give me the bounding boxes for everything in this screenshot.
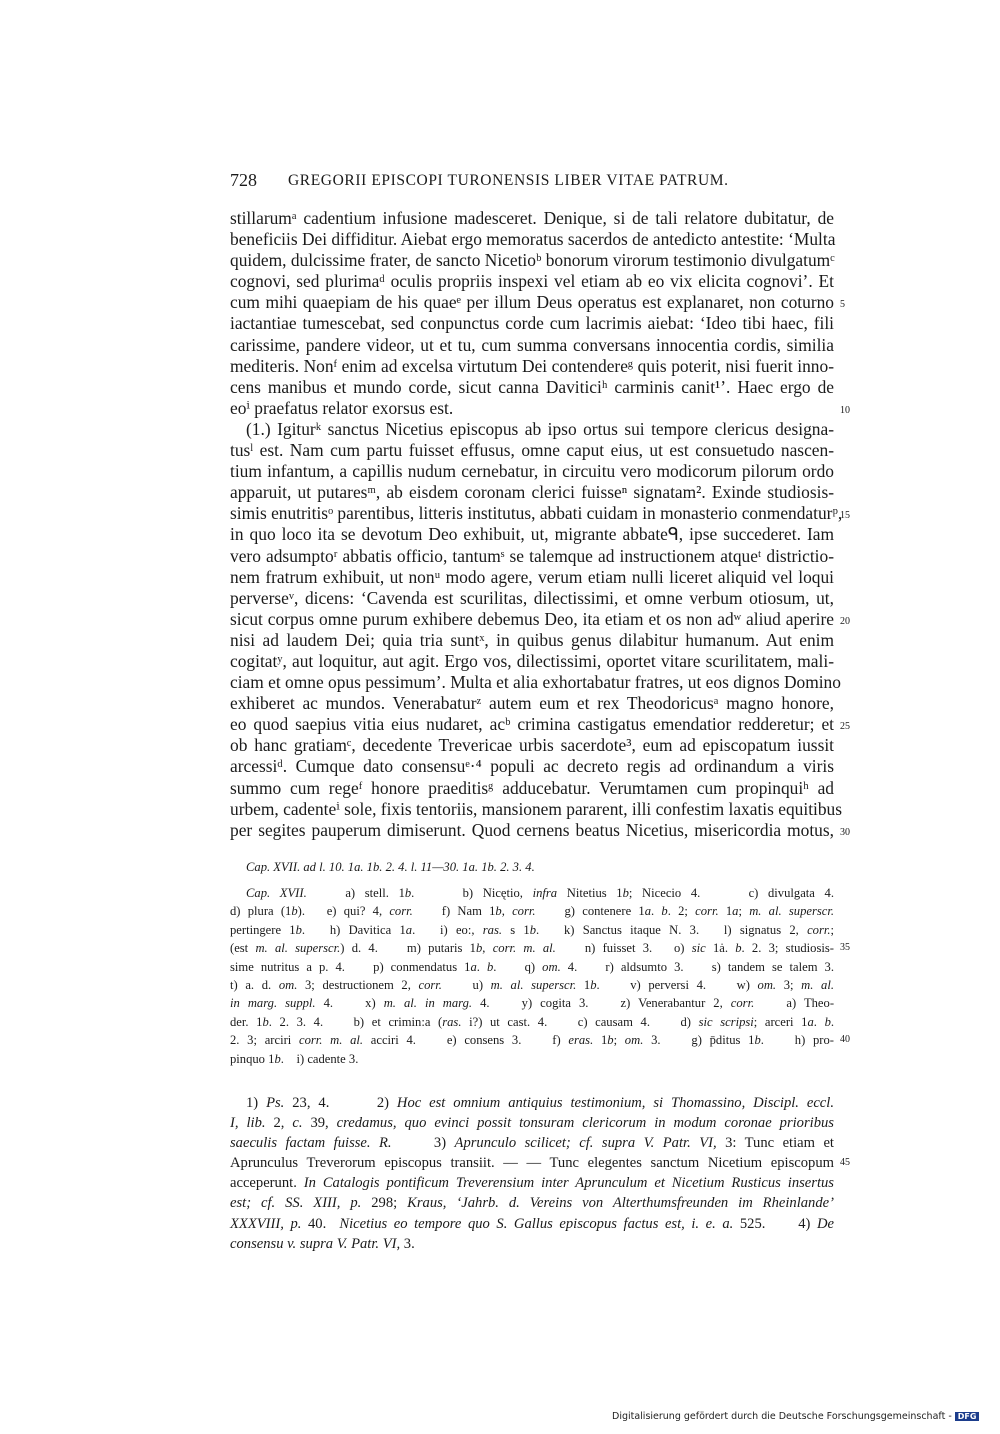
- variant-line: [230, 994, 834, 1012]
- line-number: 35: [840, 942, 850, 954]
- digitization-footer: [612, 1411, 979, 1422]
- text-line-text: tium infantum, a capillis nudum cernebatur, in circuitu vero modicorum pilorum ordo: [230, 461, 834, 482]
- text-line: [230, 546, 834, 567]
- text-line: [230, 377, 834, 398]
- dfg-logo: DFG: [955, 1412, 980, 1421]
- variant-line: [230, 958, 834, 976]
- running-title: GREGORII EPISCOPI TURONENSIS LIBER VITAE PATRUM.: [288, 172, 729, 189]
- variant-line-text: 2. 3; arciri corr. m. al. acciri 4. e) consens 3. f) eras. 1b; om. 3. g) p̄ditus 1b. h) pro-: [230, 1033, 834, 1048]
- text-line: [230, 735, 834, 756]
- footnote-line: [230, 1234, 834, 1254]
- text-line-text: tusˡ est. Nam cum partu fuisset effusus, omne caput eius, ut est consuetudo nascen-: [230, 440, 834, 461]
- text-line: [230, 608, 850, 630]
- text-line: [230, 292, 845, 313]
- text-line-text: cens manibus et mundo corde, sicut canna Daviticiʰ carminis canit¹’. Haec ergo de: [230, 376, 834, 397]
- line-number: 40: [840, 1034, 850, 1046]
- line-number: 5: [840, 299, 845, 311]
- footnote-line-text: consensu v. supra V. Patr. VI, 3.: [230, 1235, 415, 1252]
- text-line-text: arcessiᵈ. Cumque dato consensuᵉ·⁴ populi ac decreto regis ad ordinandum a viris: [230, 756, 834, 777]
- footnote-line: [230, 1193, 834, 1213]
- variant-line-text: pertingere 1b. h) Davitica 1a. i) eo:, ras. s 1b. k) Sanctus itaque N. 3. l) signatus 2, corr.;: [230, 922, 835, 937]
- line-number: 30: [840, 826, 850, 838]
- text-line: [230, 271, 834, 292]
- text-line-text: eo quod saepius vitia eius nudaret, acᵇ crimina castigatus emendatior redderetur; et: [230, 714, 834, 735]
- line-number: 15: [840, 510, 850, 522]
- text-line-text: nem fratrum exhibuit, ut nonᵘ modo agere, verum etiam nulli liceret aliquid vel loqui: [230, 566, 834, 587]
- footnote-line-text: XXXVIII, p. 40. Nicetius eo tempore quo S. Gallus episcopus factus est, i. e. a. 525. 4) De: [230, 1215, 834, 1232]
- line-number: 45: [840, 1157, 850, 1169]
- text-line: [230, 524, 834, 545]
- footer-text: Digitalisierung gefördert durch die Deutsche Forschungsgemeinschaft -: [612, 1411, 952, 1422]
- text-line: [230, 250, 834, 271]
- variant-apparatus: [230, 884, 850, 1068]
- text-line: [230, 756, 834, 777]
- text-line: [230, 588, 834, 609]
- footnote-line-text: 1) Ps. 23, 4. 2) Hoc est omnium antiquius testimonium, si Thomassino, Discipl. eccl.: [246, 1095, 834, 1111]
- text-line: [230, 778, 834, 799]
- text-line-text: ciam et omne opus pessimum’. Multa et alia exhortabatur fratres, ut eos dignos Domino: [230, 672, 841, 693]
- variant-line-text: in marg. suppl. 4. x) m. al. in marg. 4. y) cogita 3. z) Venerabantur 2, corr. a) Theo-: [230, 996, 835, 1011]
- text-line-text: eoⁱ praefatus relator exorsus est.: [230, 397, 454, 418]
- text-line: [230, 440, 834, 461]
- footnote-line: [230, 1214, 834, 1234]
- variant-line: [230, 1050, 834, 1068]
- text-line-text: (1.) Igiturᵏ sanctus Nicetius episcopus ab ipso ortus sui tempore clericus designa-: [246, 418, 834, 439]
- text-line-text: cum mihi quaepiam de his quaeᵉ per illum Deus operatus est explanaret, non coturno: [230, 292, 834, 313]
- text-line-text: iactantiae tumescebat, sed conpunctus corde cum lacrimis aiebat: ‘Ideo tibi haec, fili: [230, 313, 834, 334]
- text-line: [230, 208, 834, 229]
- text-line-text: cogitatʸ, aut loquitur, aut agit. Ergo vos, dilectissimi, oportet vitare scurilitatem, mali-: [230, 650, 834, 671]
- page-header: [230, 170, 830, 194]
- text-line: [230, 630, 834, 651]
- variant-line: [230, 902, 834, 920]
- text-line-text: stillarumᵃ cadentium infusione madesceret. Denique, si de tali relatore dubitatur, de: [230, 208, 834, 228]
- text-line: [230, 461, 834, 482]
- variant-line-text: d) plura (1b). e) qui? 4, corr. f) Nam 1b, corr. g) contenere 1a. b. 2; corr. 1a; m. al. superscr.: [230, 904, 835, 919]
- variant-line: [230, 939, 850, 957]
- text-line-text: per segites pauperum dimiserunt. Quod cernens beatus Nicetius, misericordia motus,: [230, 819, 834, 840]
- variant-line-text: sime nutritus a p. 4. p) conmendatus 1a. b. q) om. 4. r) aldsumto 3. s) tandem se talem 3.: [230, 959, 834, 974]
- text-line: [230, 693, 834, 714]
- text-line-text: apparuit, ut putaresᵐ, ab eisdem coronam clerici fuisseⁿ signatam². Exinde studiosis-: [230, 482, 834, 503]
- footnote-line-text: est; cf. SS. XIII, p. 298; Kraus, ‘Jahrb. d. Vereins von Alterthumsfreunden im Rheinlande’: [230, 1195, 834, 1212]
- sources-line: [230, 858, 834, 876]
- line-number: 10: [840, 404, 850, 416]
- footnote-line-text: I, lib. 2, c. 39, credamus, quo evinci possit tonsuram clericorum in modum coronae prioribus: [230, 1115, 834, 1132]
- variant-line: [230, 976, 834, 994]
- text-line: [230, 419, 834, 440]
- footnote-line-text: Aprunculus Treverorum episcopus transiit. — — Tunc elegentes sanctum Nicetium episcopum: [230, 1155, 834, 1172]
- footnote-line-text: acceperunt. In Catalogis pontificum Treverensium inter Aprunculum et Nicetium Rusticus insertus: [230, 1175, 834, 1192]
- text-line: [230, 714, 850, 735]
- text-line-text: nisi ad laudem Dei; quia tria suntˣ, in quibus genus dilabitur humanum. Aut enim: [230, 629, 834, 650]
- footnote-line: [230, 1133, 834, 1153]
- text-line-text: cognovi, sed plurimaᵈ oculis propriis inspexi vel etiam ab eo vix elicita cognovi’. Et: [230, 271, 834, 292]
- text-line-text: quidem, dulcissime frater, de sancto Nicetioᵇ bonorum virorum testimonio divulgatumᶜ: [230, 250, 835, 271]
- variant-line: [230, 1013, 834, 1031]
- footnote-line-text: saeculis factam fuisse. R. 3) Aprunculo scilicet; cf. supra V. Patr. VI, 3: Tunc etiam et: [230, 1135, 834, 1152]
- variant-line-text: pinquo 1b. i) cadente 3.: [230, 1051, 359, 1066]
- text-line-text: perverseᵛ, dicens: ‘Cavenda est scurilitas, dilectissimi, et omne verbum otiosum, ut,: [230, 587, 834, 608]
- text-line-text: beneficiis Dei diffiditur. Aiebat ergo memoratus sacerdos de antedicto antestite: ‘Multa: [230, 229, 836, 250]
- text-line-text: in quo loco ita se devotum Deo exhibuit, ut, migrante abbateᑫ, ipse succederet. Iam: [230, 524, 834, 545]
- variant-line-text: t) a. d. om. 3; destructionem 2, corr. u) m. al. superscr. 1b. v) perversi 4. w) om. 3; m. al.: [230, 977, 835, 992]
- text-line: [230, 503, 850, 524]
- text-line: [230, 313, 834, 334]
- line-number: 25: [840, 721, 850, 733]
- text-line: [230, 798, 843, 820]
- text-line-text: summo cum regeᶠ honore praeditisᵍ adducebatur. Verumtamen cum propinquiʰ ad: [230, 777, 834, 798]
- variant-line-text: (est m. al. superscr.) d. 4. m) putaris 1b, corr. m. al. n) fuisset 3. o) sic 1ȧ. b. 2. 3; studiosis-: [230, 941, 834, 956]
- variant-line-text: Cap. XVII. a) stell. 1b. b) Nicętio, infra Nitetius 1b; Nicecio 4. c) divulgata 4.: [246, 886, 834, 900]
- footnote-line: [230, 1113, 834, 1133]
- variant-line: [230, 921, 834, 939]
- text-line-text: carissime, pandere videor, ut et tu, cum summa conversans innocentia cordis, similia: [230, 334, 834, 355]
- main-text: [230, 208, 850, 841]
- text-line: [230, 229, 834, 250]
- text-line-text: ob hanc gratiamᶜ, decedente Trevericae urbis sacerdote³, eum ad episcopatum iussit: [230, 735, 834, 756]
- text-line-text: sicut corpus omne purum exhibere debemus Deo, ita etiam et os non adʷ aliud aperire: [230, 608, 834, 629]
- text-line-text: urbem, cadenteⁱ sole, fixis tentoriis, mansionem pararent, illi confestim laxatis equitibus: [230, 798, 843, 819]
- footnotes: [230, 1093, 850, 1254]
- text-line: [230, 397, 850, 419]
- text-line: [230, 335, 834, 356]
- sources-line-text: Cap. XVII. ad l. 10. 1a. 1b. 2. 4. l. 11—30. 1a. 1b. 2. 3. 4.: [246, 860, 535, 874]
- text-line-text: vero adsumptoʳ abbatis officio, tantumˢ se talemque ad instructionem atqueᵗ districtio-: [230, 545, 834, 566]
- variant-line: [230, 884, 834, 902]
- line-number: 20: [840, 615, 850, 627]
- footnote-line: [230, 1093, 834, 1113]
- text-line: [230, 356, 834, 377]
- text-line: [230, 672, 841, 693]
- text-line: [230, 819, 850, 841]
- text-line-text: mediteris. Nonᶠ enim ad excelsa virtutum Dei contendereᵍ quis poterit, nisi fuerit inno-: [230, 355, 834, 376]
- text-line: [230, 651, 834, 672]
- text-line: [230, 567, 834, 588]
- variant-line-text: der. 1b. 2. 3. 4. b) et crimin:a (ras. i?) ut cast. 4. c) causam 4. d) sic scripsi; arceri 1a. b.: [230, 1014, 835, 1029]
- variant-line: [230, 1031, 850, 1049]
- footnote-line: [230, 1153, 850, 1173]
- page-number: 728: [230, 170, 257, 190]
- footnote-line: [230, 1173, 834, 1193]
- text-line-text: exhiberet ac mundos. Venerabaturᶻ autem eum et rex Theodoricusᵃ magno honore,: [230, 693, 834, 714]
- text-line-text: simis enutritisᵒ parentibus, litteris institutus, abbati cuidam in monasterio conmendaturᵖ,: [230, 503, 843, 524]
- text-line: [230, 482, 834, 503]
